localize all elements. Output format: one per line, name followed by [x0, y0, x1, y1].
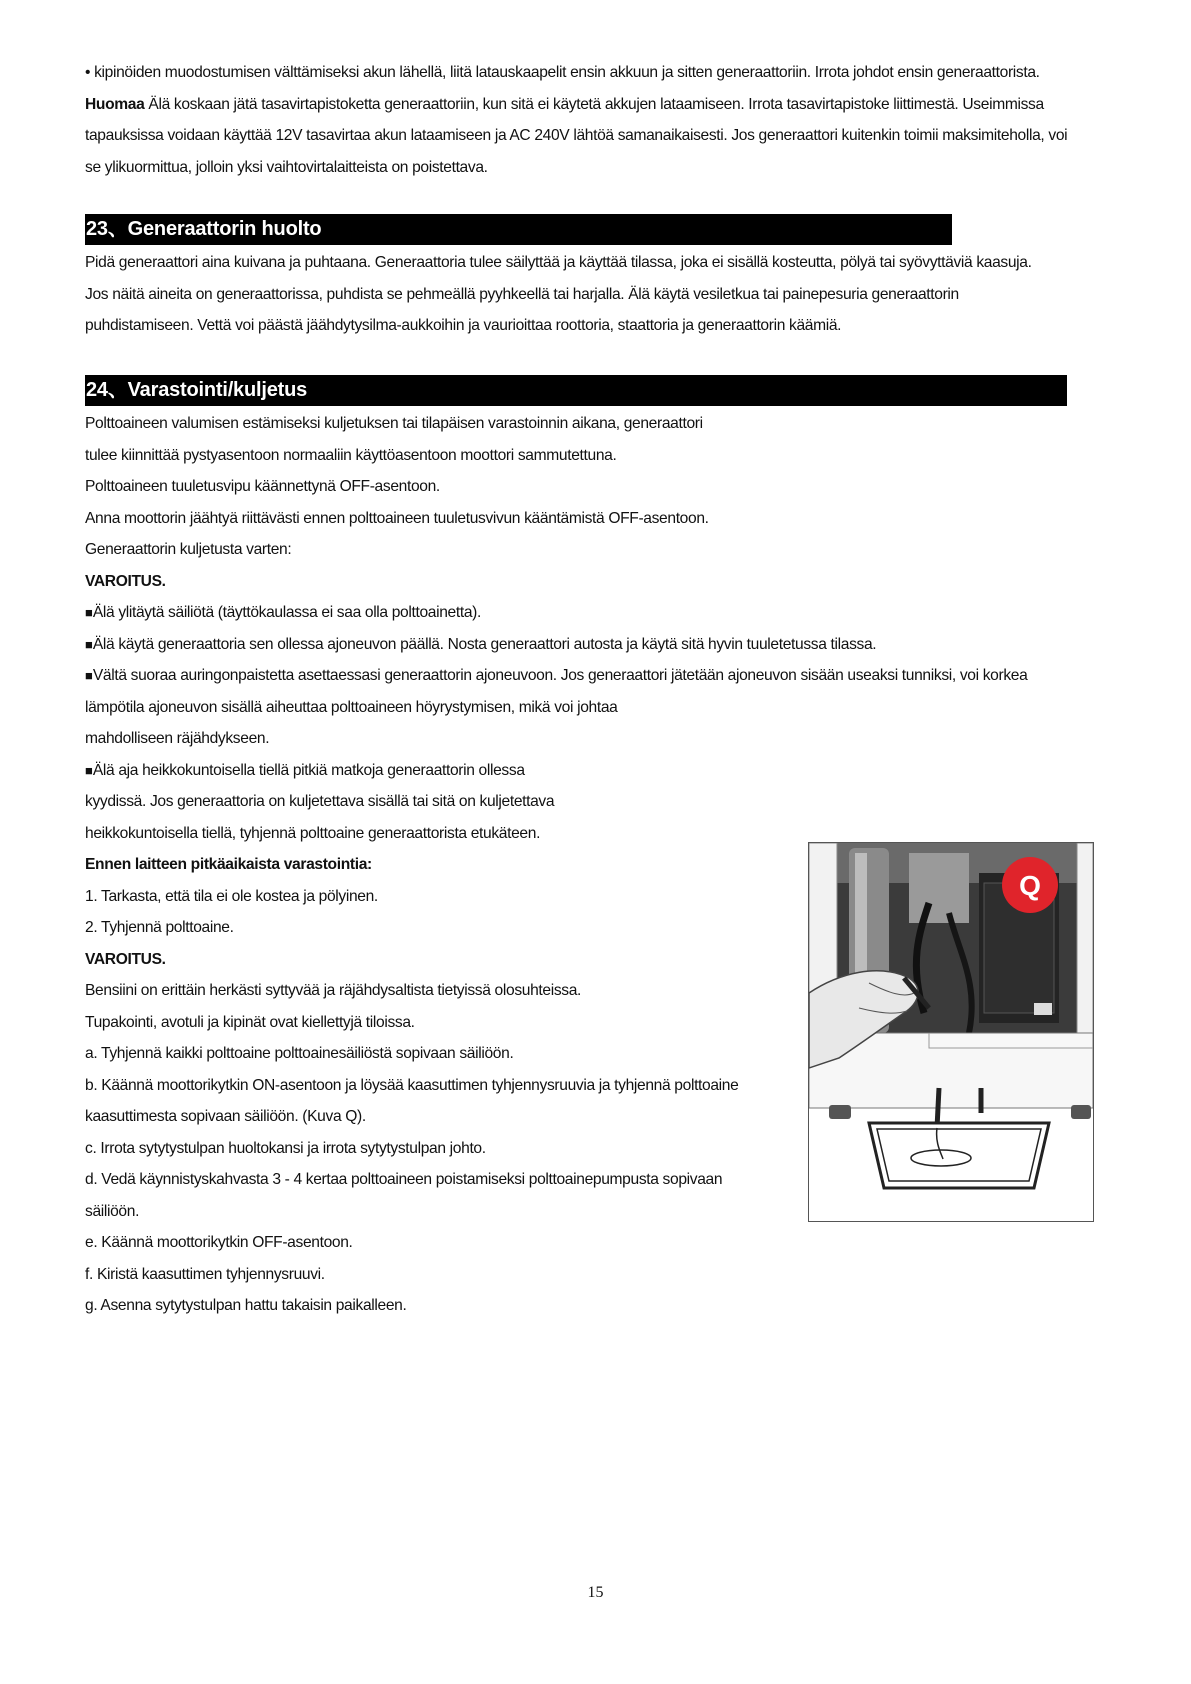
intro-line: se ylikuormittua, jolloin yksi vaihtovirtalaitteista on poistettava. [85, 158, 488, 176]
body-line: lämpötila ajoneuvon sisällä aiheuttaa polttoaineen höyrystymisen, mikä voi johtaa [85, 698, 618, 716]
step-item: b. Käännä moottorikytkin ON-asentoon ja löysää kaasuttimen tyhjennysruuvia ja tyhjennä polttoaine [85, 1076, 739, 1094]
section-23-heading: 23、Generaattorin huolto [85, 214, 952, 245]
body-line: Jos näitä aineita on generaattorissa, puhdista se pehmeällä pyyhkeellä tai harjalla. Älä käytä vesiletkua tai painepesuria generaattorin [85, 285, 959, 303]
step-item: e. Käännä moottorikytkin OFF-asentoon. [85, 1234, 353, 1251]
figure-q-illustration [809, 843, 1093, 1221]
body-line: Anna moottorin jäähtyä riittävästi ennen polttoaineen tuuletusvivun kääntämistä OFF-asentoon. [85, 509, 709, 527]
bullet-item: ■Älä ylitäytä säiliötä (täyttökaulassa ei saa olla polttoainetta). [85, 604, 481, 621]
body-line: Polttoaineen tuuletusvipu käännettynä OFF-asentoon. [85, 478, 440, 495]
step-item: a. Tyhjennä kaikki polttoaine polttoainesäiliöstä sopivaan säiliöön. [85, 1045, 514, 1062]
bullet-item: ■Älä käytä generaattoria sen ollessa ajoneuvon päällä. Nosta generaattori autosta ja käytä sitä hyvin tuuletetussa tilassa. [85, 635, 877, 653]
body-line: Bensiini on erittäin herkästi syttyvää ja räjähdysaltista tietyissä olosuhteissa. [85, 982, 582, 999]
bullet-square-icon: ■ [85, 636, 93, 652]
bullet-item: ■Vältä suoraa auringonpaistetta asettaessasi generaattorin ajoneuvoon. Jos generaattori jätetään ajoneuvon sisään useaksi tunniksi, voi korkea [85, 667, 1028, 684]
body-line: Tupakointi, avotuli ja kipinät ovat kiellettyjä tiloissa. [85, 1013, 415, 1031]
body-line: heikkokuntoisella tiellä, tyhjennä polttoaine generaattorista etukäteen. [85, 824, 541, 842]
page-number: 15 [587, 1584, 604, 1601]
section-23-body [85, 247, 1032, 342]
body-line: Pidä generaattori aina kuivana ja puhtaana. Generaattoria tulee säilyttää ja käyttää tilassa, joka ei sisällä kosteutta, pölyä tai syövyttäviä kaasuja. [85, 254, 1032, 271]
intro-line: • kipinöiden muodostumisen välttämiseksi akun lähellä, liitä latauskaapelit ensin akkuun ja sitten generaattoriin. Irrota johdot ensin generaattorista. [85, 64, 1040, 81]
figure-q [808, 842, 1094, 1222]
bullet-square-icon: ■ [85, 605, 93, 620]
intro-paragraph [85, 57, 1067, 183]
storage-heading: Ennen laitteen pitkäaikaista varastointia: [85, 856, 372, 873]
step-item: f. Kiristä kaasuttimen tyhjennysruuvi. [85, 1265, 325, 1283]
warning-heading: VAROITUS. [85, 572, 166, 590]
bullet-square-icon: ■ [85, 762, 93, 778]
intro-line: tapauksissa voidaan käyttää 12V tasavirtaa akun lataamiseen ja AC 240V lähtöä samanaikaisesti. Jos generaattori kuitenkin toimii maksimiteholla, voi [85, 127, 1068, 144]
body-line: säiliöön. [85, 1202, 140, 1220]
body-line: kaasuttimesta sopivaan säiliöön. (Kuva Q). [85, 1108, 366, 1125]
body-line: puhdistamiseen. Vettä voi päästä jäähdytysilma-aukkoihin ja vaurioittaa roottoria, staattoria ja generaattorin käämiä. [85, 317, 842, 334]
bullet-square-icon: ■ [85, 668, 93, 683]
bullet-item: ■Älä aja heikkokuntoisella tiellä pitkiä matkoja generaattorin ollessa [85, 761, 525, 779]
body-line: Polttoaineen valumisen estämiseksi kuljetuksen tai tilapäisen varastoinnin aikana, generaattori [85, 415, 703, 432]
step-item: 1. Tarkasta, että tila ei ole kostea ja pölyinen. [85, 887, 378, 905]
note-text: Älä koskaan jätä tasavirtapistoketta generaattoriin, kun sitä ei käytetä akkujen lataamiseen. Irrota tasavirtapistoke liittimestä. Useimmissa [144, 95, 1044, 113]
step-item: 2. Tyhjennä polttoaine. [85, 919, 234, 936]
body-line: mahdolliseen räjähdykseen. [85, 730, 270, 747]
intro-line [85, 89, 1067, 121]
step-item: g. Asenna sytytystulpan hattu takaisin paikalleen. [85, 1297, 407, 1314]
body-line: kyydissä. Jos generaattoria on kuljetettava sisällä tai sitä on kuljetettava [85, 793, 555, 810]
step-item: c. Irrota sytytystulpan huoltokansi ja irrota sytytystulpan johto. [85, 1139, 486, 1157]
note-label: Huomaa [85, 95, 145, 113]
figure-label: Q [1019, 870, 1041, 901]
step-item: d. Vedä käynnistyskahvasta 3 - 4 kertaa polttoaineen poistamiseksi polttoainepumpusta sopivaan [85, 1171, 723, 1188]
section-24-heading: 24、Varastointi/kuljetus [85, 375, 1067, 406]
body-line: Generaattorin kuljetusta varten: [85, 541, 292, 558]
body-line: tulee kiinnittää pystyasentoon normaaliin käyttöasentoon moottori sammutettuna. [85, 446, 617, 464]
warning-heading: VAROITUS. [85, 950, 166, 968]
